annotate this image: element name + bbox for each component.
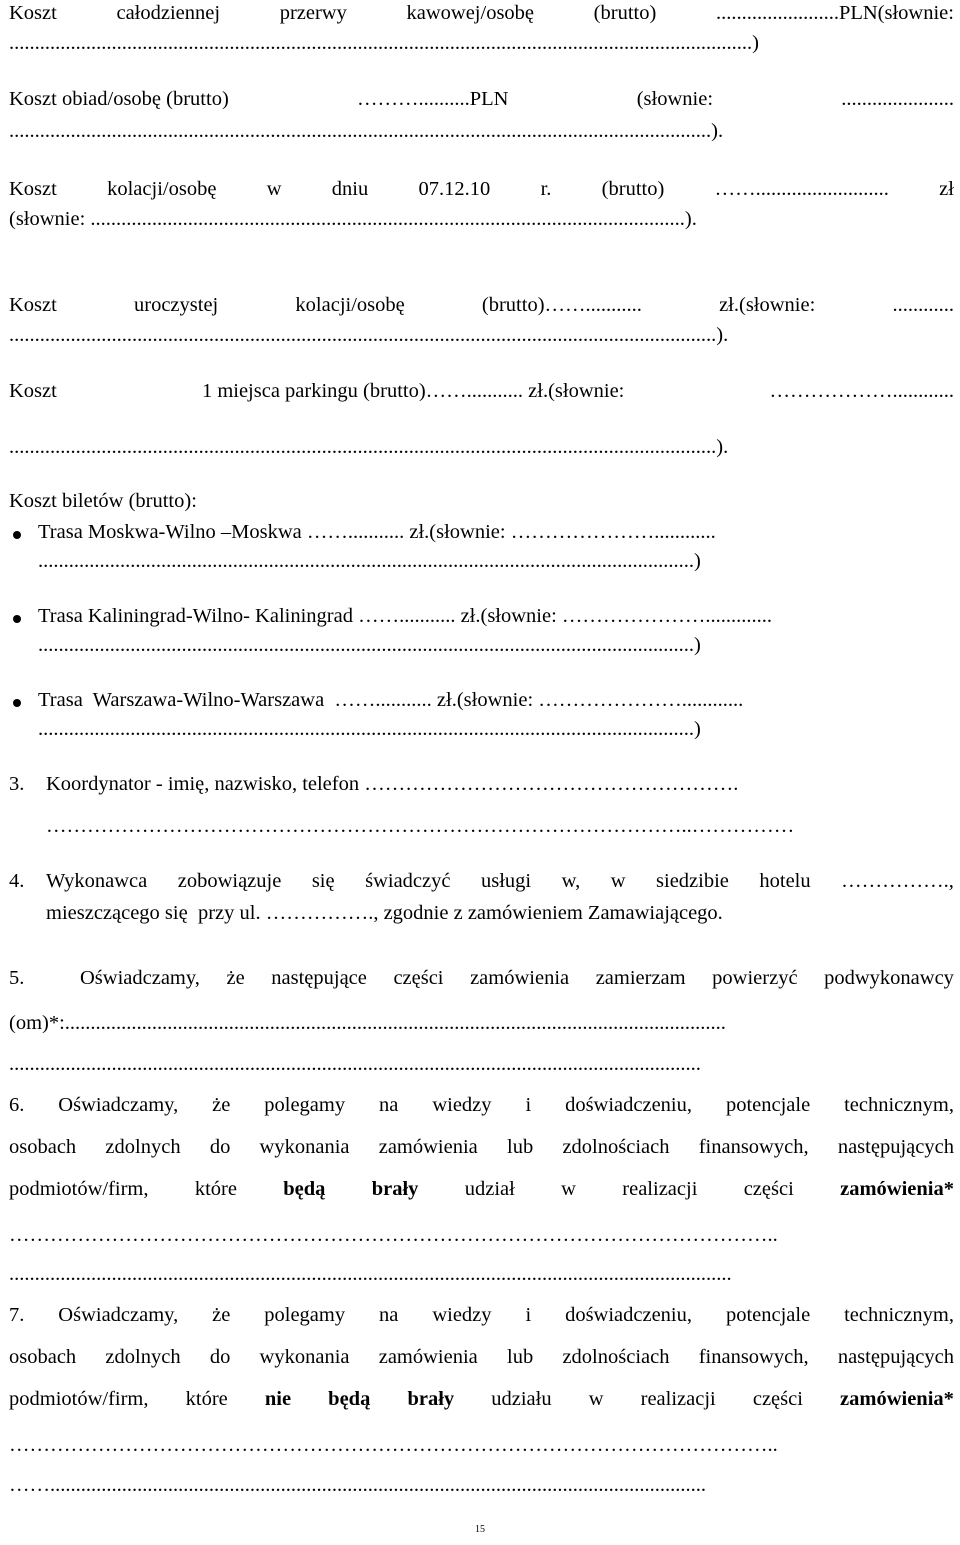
text: w,	[561, 870, 581, 892]
bold-text: zamówienia*	[840, 1178, 954, 1200]
text: (brutto)	[601, 178, 665, 200]
text: całodziennej	[116, 2, 221, 24]
non-reliance-declaration-line	[9, 1305, 954, 1326]
text: 6.	[9, 1094, 25, 1116]
text: hotelu	[759, 870, 811, 892]
text: zł	[939, 178, 954, 200]
page-number: 15	[475, 1524, 485, 1535]
text: lub	[507, 1136, 534, 1158]
text: podwykonawcy	[824, 967, 954, 989]
text: na	[379, 1094, 399, 1116]
gala-cost-line	[9, 295, 954, 316]
text: zobowiązuje	[177, 870, 282, 892]
text: (brutto)……...........	[481, 294, 642, 316]
text: w	[610, 870, 626, 892]
text: następujące	[271, 967, 367, 989]
text: w	[588, 1388, 604, 1410]
text: wiedzy	[432, 1094, 492, 1116]
contractor-obligation-line-continued: mieszczącego się przy ul. ……………., zgodnie z zamówieniem Zamawiającego.	[46, 902, 723, 924]
text: w	[561, 1178, 576, 1200]
text: części	[743, 1178, 794, 1200]
text: r.	[540, 178, 552, 200]
text: zdolnych	[105, 1346, 181, 1368]
bold-text: zamówienia*	[840, 1388, 954, 1410]
text: wiedzy	[432, 1304, 492, 1326]
lunch-cost-line	[9, 89, 954, 110]
item-number: 4.	[9, 870, 25, 892]
text: zdolnościach	[562, 1346, 670, 1368]
text: udziału	[491, 1388, 552, 1410]
non-reliance-declaration-line-3	[9, 1389, 954, 1410]
text: usługi	[480, 870, 532, 892]
coordinator-line: Koordynator - imię, nazwisko, telefon ……………………………………………….	[46, 773, 739, 795]
text: ......................	[841, 88, 954, 110]
text: Oświadczamy,	[80, 967, 200, 989]
text: doświadczeniu,	[565, 1094, 693, 1116]
text: kawowej/osobę	[406, 2, 535, 24]
text: które	[194, 1178, 237, 1200]
text: Oświadczamy,	[58, 1094, 179, 1116]
text: Koszt	[9, 178, 57, 200]
text: przerwy	[279, 2, 347, 24]
bold-text: będą	[328, 1388, 371, 1410]
text: ........................PLN(słownie:	[715, 2, 954, 24]
text: i	[525, 1304, 532, 1326]
reliance-declaration-line-4: …………………………………………………………………………………………………..	[9, 1224, 778, 1246]
ticket-route-warszawa-words: ................................................................................................................................)	[38, 718, 701, 740]
text: i	[525, 1094, 532, 1116]
text: następujących	[837, 1136, 954, 1158]
text: finansowych,	[698, 1136, 809, 1158]
text: że	[212, 1304, 231, 1326]
text: realizacji	[622, 1178, 698, 1200]
text: zł.(słownie:	[719, 294, 816, 316]
bullet-icon	[13, 699, 21, 707]
ticket-route-kaliningrad: Trasa Kaliningrad-Wilno- Kaliningrad ……........... zł.(słownie: ………………….............	[38, 605, 773, 627]
text: do	[209, 1136, 231, 1158]
ticket-route-moskwa: Trasa Moskwa-Wilno –Moskwa ……........... zł.(słownie: …………………............	[38, 521, 716, 543]
text: technicznym,	[844, 1304, 954, 1326]
text: uroczystej	[134, 294, 219, 316]
text: zdolnościach	[562, 1136, 670, 1158]
text: na	[379, 1304, 399, 1326]
bold-text: brały	[371, 1178, 419, 1200]
text: (słownie:	[636, 88, 714, 110]
text: podmiotów/firm,	[9, 1388, 149, 1410]
text: Koszt	[9, 380, 57, 402]
subcontractor-declaration-line	[80, 968, 954, 989]
text: następujących	[837, 1346, 954, 1368]
text: ……..........................	[714, 178, 889, 200]
text: Wykonawca	[46, 870, 148, 892]
text: siedzibie	[656, 870, 729, 892]
text: zamówienia	[470, 967, 570, 989]
text: doświadczeniu,	[565, 1304, 693, 1326]
text: Koszt	[9, 294, 57, 316]
text: się	[311, 870, 335, 892]
non-reliance-declaration-line-5: ……................................................................................................................................	[9, 1474, 706, 1496]
subcontractor-declaration-line-2: (om)*:.................................................................................................................................	[9, 1012, 726, 1034]
text: części	[752, 1388, 803, 1410]
coordinator-line-continued: …………………………………………………………………………………..……………	[46, 815, 795, 837]
item-number: 5.	[9, 967, 25, 989]
text: lub	[507, 1346, 534, 1368]
text: że	[226, 967, 245, 989]
bullet-icon	[13, 615, 21, 623]
coffee-cost-amount-words: .................................................................................................................................................)	[9, 32, 759, 54]
text: polegamy	[264, 1304, 346, 1326]
reliance-declaration-line-3	[9, 1179, 954, 1200]
text: do	[209, 1346, 231, 1368]
text: ………..........PLN	[357, 88, 509, 110]
text: 7.	[9, 1304, 25, 1326]
parking-cost-amount-words: ..........................................................................................................................................).	[9, 436, 729, 458]
text: że	[212, 1094, 231, 1116]
text: osobach	[9, 1346, 77, 1368]
text: zamierzam	[595, 967, 686, 989]
text: 07.12.10	[418, 178, 491, 200]
text: zamówienia	[378, 1136, 478, 1158]
non-reliance-declaration-line-2	[9, 1347, 954, 1368]
bullet-icon	[13, 531, 21, 539]
supper-cost-amount-words: (słownie: ....................................................................................................................).	[9, 208, 697, 230]
reliance-declaration-line	[9, 1095, 954, 1116]
reliance-declaration-line-2	[9, 1137, 954, 1158]
text: realizacji	[640, 1388, 716, 1410]
text: …………….,	[841, 870, 954, 892]
item-number: 3.	[9, 773, 25, 795]
bold-text: nie	[264, 1388, 292, 1410]
text: 1 miejsca parkingu (brutto)……........... zł.(słownie:	[201, 380, 625, 402]
text: zamówienia	[378, 1346, 478, 1368]
coffee-cost-line	[9, 3, 954, 24]
tickets-heading: Koszt biletów (brutto):	[9, 490, 197, 512]
text: (brutto)	[593, 2, 657, 24]
text: ………………............	[769, 380, 954, 402]
supper-cost-line	[9, 179, 954, 200]
bold-text: brały	[407, 1388, 455, 1410]
reliance-declaration-line-5: .............................................................................................................................................	[9, 1263, 732, 1285]
bold-text: będą	[283, 1178, 326, 1200]
text: technicznym,	[844, 1094, 954, 1116]
text: kolacji/osobę	[295, 294, 405, 316]
text: ............	[892, 294, 954, 316]
text: udział	[464, 1178, 515, 1200]
text: wykonania	[259, 1346, 350, 1368]
text: potencjale	[725, 1304, 811, 1326]
text: polegamy	[264, 1094, 346, 1116]
text: wykonania	[259, 1136, 350, 1158]
ticket-route-moskwa-words: ................................................................................................................................)	[38, 550, 701, 572]
text: które	[185, 1388, 228, 1410]
contractor-obligation-line	[46, 871, 954, 892]
text: części	[393, 967, 444, 989]
text: w	[266, 178, 282, 200]
text: kolacji/osobę	[107, 178, 217, 200]
non-reliance-declaration-line-4: …………………………………………………………………………………………………..	[9, 1434, 778, 1456]
text: zdolnych	[105, 1136, 181, 1158]
gala-cost-amount-words: ..........................................................................................................................................).	[9, 324, 729, 346]
text: Koszt	[9, 2, 57, 24]
text: osobach	[9, 1136, 77, 1158]
text: Koszt obiad/osobę (brutto)	[9, 88, 229, 110]
ticket-route-kaliningrad-words: ................................................................................................................................)	[38, 634, 701, 656]
text: potencjale	[725, 1094, 811, 1116]
text: podmiotów/firm,	[9, 1178, 149, 1200]
text: powierzyć	[712, 967, 798, 989]
ticket-route-warszawa: Trasa Warszawa-Wilno-Warszawa ……........... zł.(słownie: …………………............	[38, 689, 744, 711]
parking-cost-line	[9, 381, 954, 402]
text: świadczyć	[365, 870, 451, 892]
text: dniu	[331, 178, 369, 200]
text: finansowych,	[698, 1346, 809, 1368]
lunch-cost-amount-words: .........................................................................................................................................).	[9, 120, 724, 142]
subcontractor-declaration-line-3: .......................................................................................................................................	[9, 1053, 701, 1075]
text: Oświadczamy,	[58, 1304, 179, 1326]
